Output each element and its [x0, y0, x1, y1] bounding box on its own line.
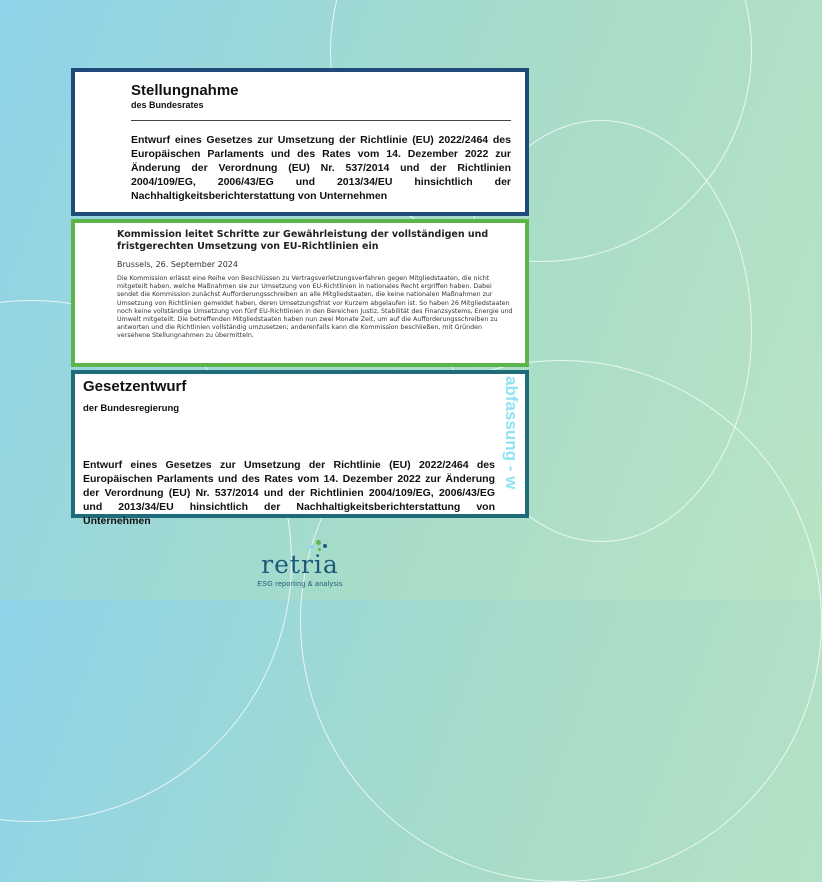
gesetzentwurf-subtitle: der Bundesregierung — [83, 403, 180, 414]
logo-wordmark: retria — [261, 550, 339, 579]
stellungnahme-body: Entwurf eines Gesetzes zur Umsetzung der Richtlinie (EU) 2022/2464 des Europäischen Parlaments und des Rates vom 14. Dezember 2022 zur Änderung der Verordnung (EU) Nr. 537/2014 und der Richtlinien 2004/109/EG, 2006/43/EG und 2013/34/EU hinsichtlich der Nachhaltigkeitsberichterstattung von Unternehmen — [131, 134, 511, 202]
gesetzentwurf-title: Gesetzentwurf — [83, 378, 187, 395]
logo-tagline: ESG reporting & analysis — [257, 581, 343, 588]
divider — [131, 120, 511, 121]
gesetzentwurf-body: Entwurf eines Gesetzes zur Umsetzung der Richtlinie (EU) 2022/2464 des Europäischen Parlaments und des Rates vom 14. Dezember 2022 zur Änderung der Verordnung (EU) Nr. 537/2014 und der Richtlinien 2004/109/EG, 2006/43/EG und 2013/34/EU hinsichtlich der Nachhaltigkeitsberichterstattung von Unternehmen — [83, 459, 495, 527]
gesetzentwurf-side-text: abfassung - w — [502, 376, 521, 490]
kommission-press-release-card — [71, 219, 529, 367]
retria-logo — [250, 540, 350, 590]
stellungnahme-document-card — [71, 68, 529, 216]
kommission-headline: Kommission leitet Schritte zur Gewährleistung der vollständigen und fristgerechten Umsetzung von EU-Richtlinien ein — [117, 229, 489, 252]
logo-dot — [310, 545, 314, 549]
stellungnahme-title: Stellungnahme — [131, 82, 239, 99]
stellungnahme-subtitle: des Bundesrates — [131, 100, 204, 110]
kommission-body: Die Kommission erlässt eine Reihe von Beschlüssen zu Vertragsverletzungsverfahren gegen Mitgliedstaaten, die nicht mitgeteilt haben, welche Maßnahmen sie zur Umsetzung von EU-Richtlinien in nationales Recht ergriffen haben. Dabei sendet die Kommission zunächst Aufforderungsschreiben an alle Mitgliedstaaten, die keine nationalen Maßnahmen zur Umsetzung von Richtlinien gemeldet haben, deren Umsetzungsfrist vor Kurzem abgelaufen ist. So haben 26 Mitgliedstaaten noch keine vollständige Umsetzung von fünf EU-Richtlinien in den Bereichen Justiz, Stabilität des Finanzsystems, Energie und Umwelt mitgeteilt. Die betreffenden Mitgliedstaaten haben nun zwei Monate Zeit, um auf die Aufforderungsschreiben zu antworten und die Richtlinien vollständig umzusetzen; anderenfalls kann die Kommission beschließen, mit Gründen versehene Stellungnahmen zu übermitteln. — [117, 275, 513, 340]
logo-dot — [323, 544, 327, 548]
gesetzentwurf-document-card — [71, 370, 529, 527]
logo-dot — [316, 540, 321, 545]
kommission-date: Brussels, 26. September 2024 — [117, 260, 238, 269]
